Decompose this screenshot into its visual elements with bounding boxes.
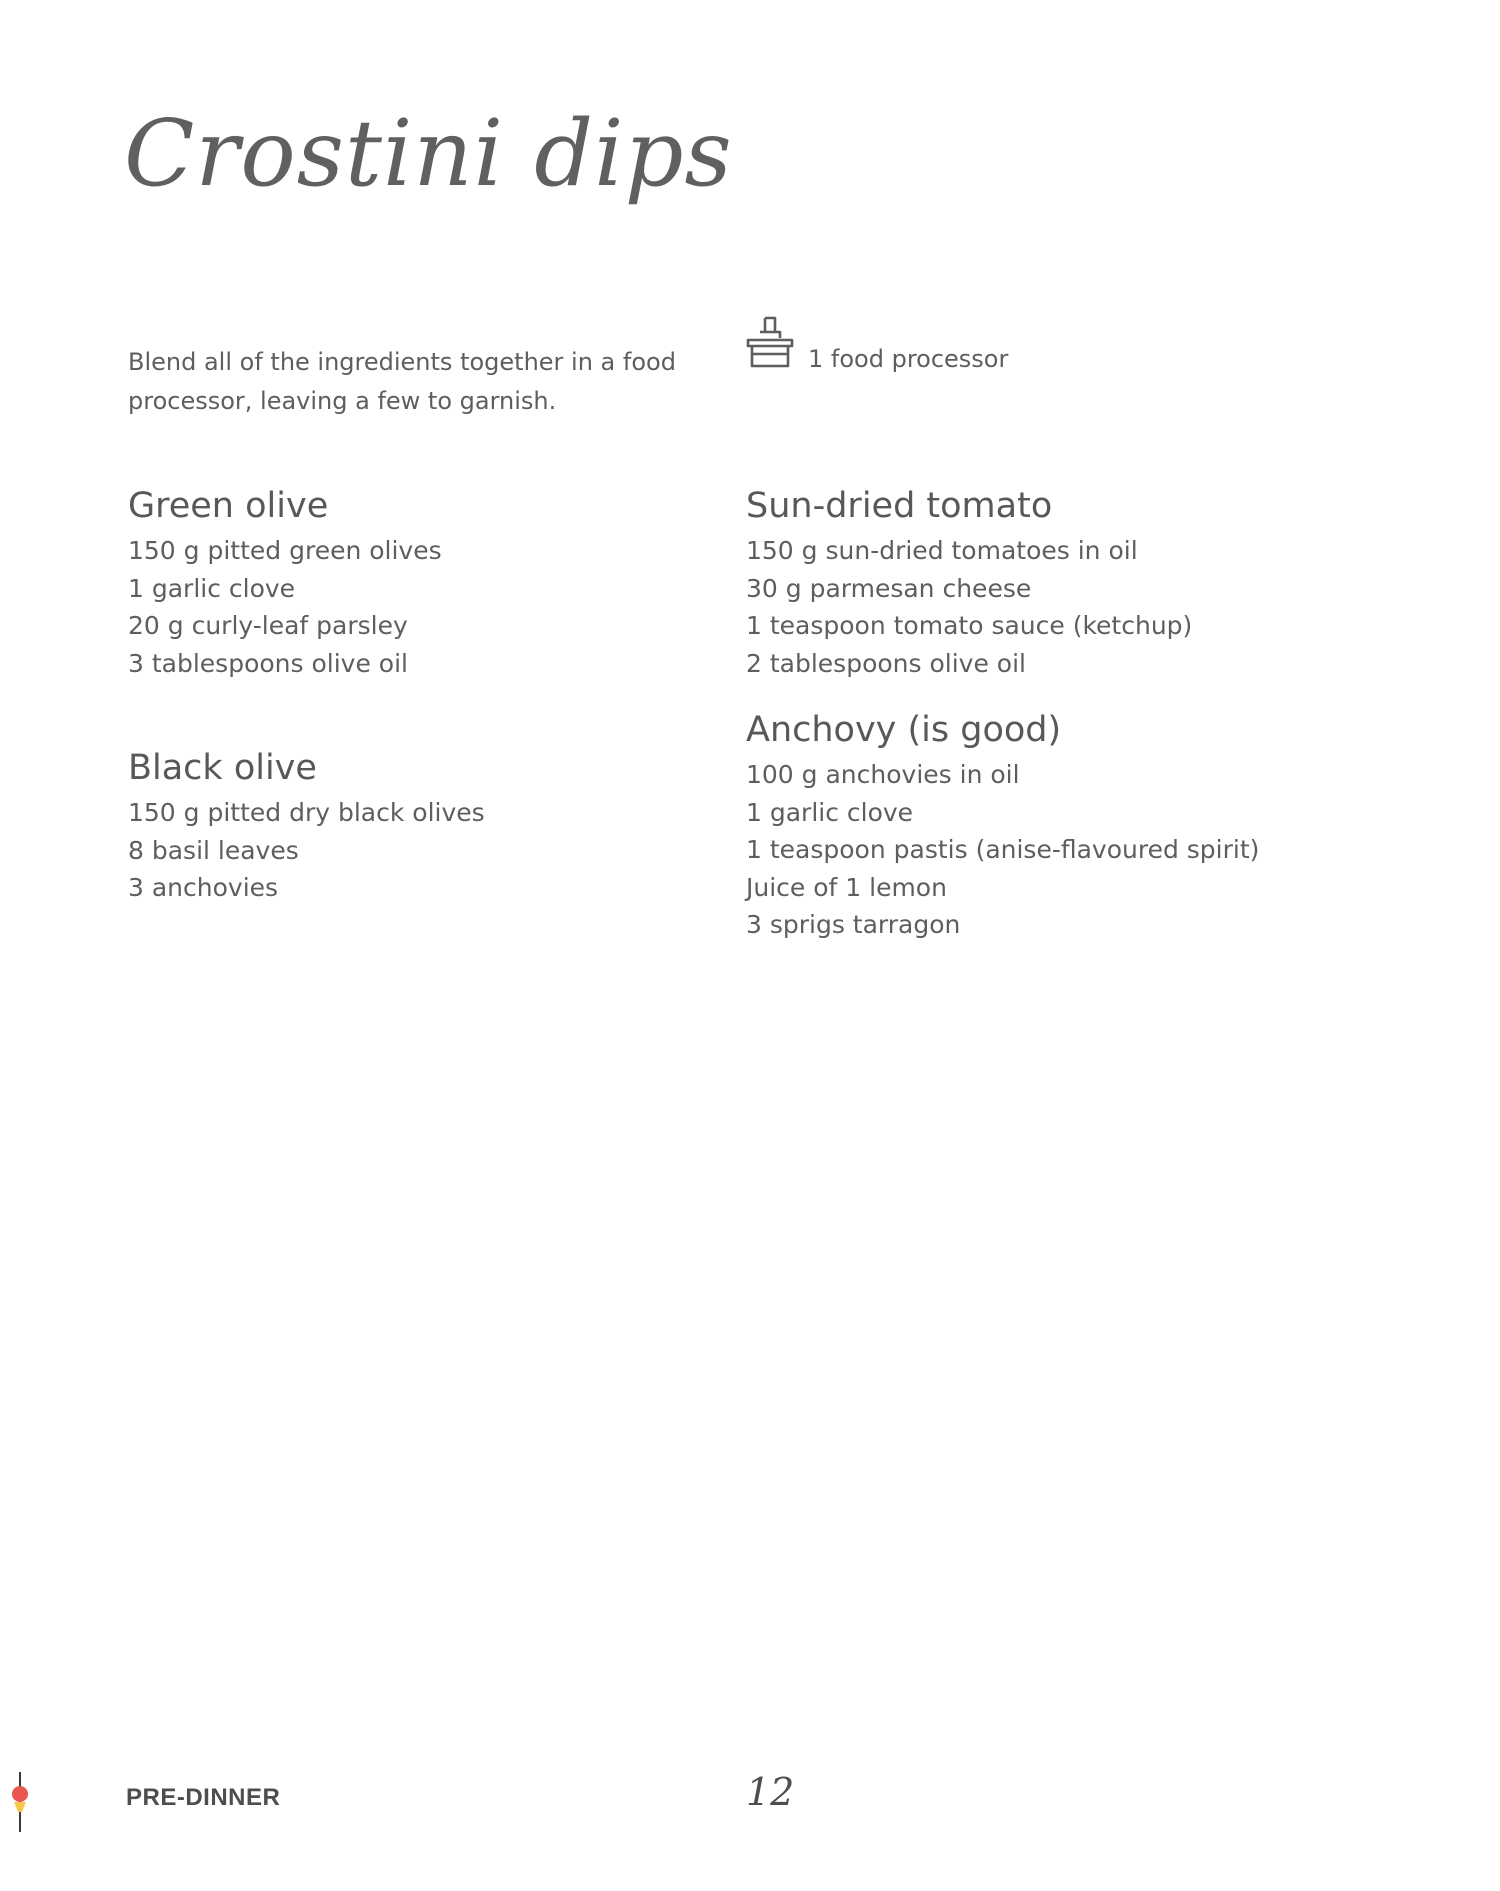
recipe-sun-dried-tomato — [746, 484, 1192, 682]
ingredient-item: 1 garlic clove — [746, 797, 914, 827]
recipe-green-olive — [128, 484, 442, 682]
recipe-title: Sun-dried tomato — [746, 486, 1053, 526]
page-number: 12 — [746, 1770, 795, 1814]
intro-text: Blend all of the ingredients together in a food processor, leaving a few to garnish. — [128, 348, 676, 415]
recipe-black-olive — [128, 746, 485, 907]
ingredient-item: 30 g parmesan cheese — [746, 573, 1032, 603]
recipe-anchovy — [746, 708, 1259, 944]
ingredient-item: 150 g sun-dried tomatoes in oil — [746, 536, 1138, 565]
recipe-title: Green olive — [128, 486, 329, 526]
ingredient-item: 3 sprigs tarragon — [746, 910, 961, 939]
ingredient-item: 150 g pitted dry black olives — [128, 798, 485, 827]
page-title: Crostini dips — [124, 100, 733, 207]
ingredient-item: 8 basil leaves — [128, 835, 299, 865]
food-processor-icon — [746, 316, 794, 374]
ingredient-item: 2 tablespoons olive oil — [746, 648, 1026, 678]
ingredient-item: 100 g anchovies in oil — [746, 760, 1020, 789]
ingredient-item: 20 g curly-leaf parsley — [128, 611, 408, 640]
ingredient-item: 3 tablespoons olive oil — [128, 648, 408, 678]
ingredient-item: 150 g pitted green olives — [128, 536, 442, 565]
ingredient-item: Juice of 1 lemon — [746, 872, 947, 902]
ingredient-item: 1 teaspoon pastis (anise-flavoured spirit) — [746, 835, 1260, 864]
skewer-icon — [10, 1772, 32, 1838]
equipment-label: 1 food processor — [808, 345, 1009, 373]
recipe-title: Black olive — [128, 748, 317, 788]
section-label: PRE-DINNER — [126, 1784, 281, 1811]
ingredient-item: 1 teaspoon tomato sauce (ketchup) — [746, 611, 1193, 640]
ingredient-item: 3 anchovies — [128, 873, 279, 902]
ingredient-item: 1 garlic clove — [128, 573, 296, 603]
equipment — [746, 316, 1008, 374]
recipe-title: Anchovy (is good) — [746, 710, 1062, 750]
